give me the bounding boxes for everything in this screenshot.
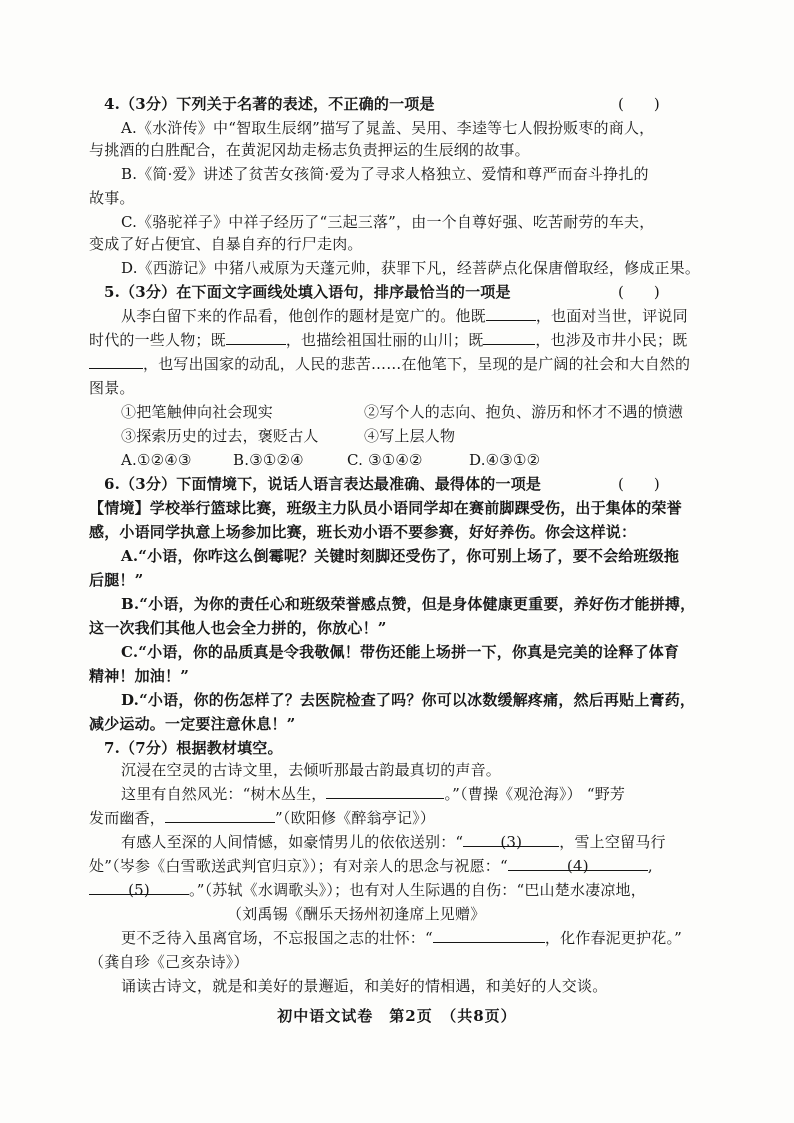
q5-sentence-3: ③探索历史的过去，褒贬古人: [121, 427, 319, 445]
q7-line-8: 更不乏待入虽离官场，不忘报国之志的壮怀：“ ，化作春泥更护花。”: [121, 929, 683, 947]
q7-blank-2[interactable]: [165, 808, 275, 823]
q7-blank-4[interactable]: (4): [508, 856, 648, 871]
q6-option-c-cont: 精神！加油！”: [89, 667, 190, 685]
q5-blank-4[interactable]: [89, 354, 143, 369]
q6-option-c: C.“小语，你的品质真是令我敬佩！带伤还能上场拼一下，你真是完美的诠释了体育: [121, 643, 680, 661]
q7-blank-3[interactable]: (3): [463, 832, 559, 847]
q6-option-b-cont: 这一次我们其他人也会全力拼的，你放心！”: [89, 619, 387, 637]
q4-option-a-cont: 与挑酒的白胜配合，在黄泥冈劫走杨志负责押运的生辰纲的故事。: [89, 141, 530, 159]
q7-line-9: （龚自珍《己亥杂诗》）: [89, 953, 249, 971]
q5-sentence-1: ①把笔触伸向社会现实: [121, 403, 274, 421]
q4-answer-paren: ( ): [618, 95, 660, 113]
q4-option-c-cont: 变成了好占便宜、自暴自弃的行尸走肉。: [89, 235, 363, 253]
q6-option-a-cont: 后腿！”: [89, 571, 144, 589]
q6-option-d: D.“小语，你的伤怎样了？去医院检查了吗？你可以冰数缓解疼痛，然后再贴上膏药，: [121, 691, 696, 709]
q5-passage-line-4: 图景。: [89, 379, 135, 397]
q7-closing: 诵读古诗文，就是和美好的景邂逅，和美好的情相遇，和美好的人交谈。: [121, 977, 608, 995]
q5-passage-line-1: 从李白留下来的作品看，他创作的题材是宽广的。他既 ，也面对当世，评说同: [121, 307, 688, 325]
q7-line-3: 发而幽香， ”（欧阳修《醉翁亭记》）: [89, 809, 436, 827]
q7-line-4: 有感人至深的人间情憾，如豪情男儿的依依送别：“ (3) ，雪上空留马行: [121, 833, 666, 851]
q4-title: 4.（3分）下列关于名著的表述，不正确的一项是: [104, 95, 435, 113]
q4-option-b: B.《简·爱》讲述了贫苦女孩简·爱为了寻求人格独立、爱情和尊严而奋斗挣扎的: [121, 165, 649, 183]
q5-choice-a: A.①②④③: [121, 451, 192, 469]
q5-choice-b: B.③①②④: [233, 451, 304, 469]
q7-line-2: 这里有自然风光：“树木丛生， 。”（曹操《观沧海》） “野芳: [121, 785, 626, 803]
q5-passage-line-2: 时代的一些人物；既 ，也描绘祖国壮丽的山川；既 ，也涉及市井小民；既: [89, 331, 688, 349]
q6-situation: 【情境】学校举行篮球比赛，班级主力队员小语同学却在赛前脚踝受伤，出于集体的荣誉: [89, 499, 682, 517]
q7-line-7: （刘禹锡《酬乐天扬州初逢席上见赠》: [227, 905, 486, 923]
q5-sentence-2: ②写个人的志向、抱负、游历和怀才不遇的愤懑: [364, 403, 684, 421]
q7-title: 7.（7分）根据教材填空。: [104, 739, 283, 757]
q5-answer-paren: ( ): [618, 283, 660, 301]
q6-option-b: B.“小语，为你的责任心和班级荣誉感点赞，但是身体健康更重要，养好伤才能拼搏，: [121, 595, 696, 613]
q5-blank-1[interactable]: [486, 306, 536, 321]
q7-line-6: (5) 。”（苏轼《水调歌头》）；也有对人生际遇的自伤：“巴山楚水凄凉地，: [89, 880, 646, 900]
q4-option-a: A.《水浒传》中“智取生辰纲”描写了晁盖、吴用、李逵等七人假扮贩枣的商人，: [121, 119, 655, 137]
q7-intro: 沉浸在空灵的古诗文里，去倾听那最古韵最真切的声音。: [121, 761, 502, 779]
q5-title: 5.（3分）在下面文字画线处填入语句，排序最恰当的一项是: [104, 283, 511, 301]
q5-sentence-4: ④写上层人物: [364, 427, 456, 445]
q5-choice-d: D.④③①②: [469, 451, 541, 469]
q5-blank-3[interactable]: [483, 330, 535, 345]
q5-passage-line-3: ，也写出国家的动乱，人民的悲苦……在他笔下，呈现的是广阔的社会和大自然的: [89, 354, 690, 374]
q6-option-a: A.“小语，你咋这么倒霉呢？关键时刻脚还受伤了，你可别上场了，要不会给班级拖: [121, 547, 680, 565]
q6-option-d-cont: 减少运动。一定要注意休息！”: [89, 715, 296, 733]
q6-title: 6.（3分）下面情境下，说话人语言表达最准确、最得体的一项是: [104, 475, 542, 493]
q5-blank-2[interactable]: [226, 330, 286, 345]
q6-situation-cont: 感，小语同学执意上场参加比赛，班长劝小语不要参赛，好好养伤。你会这样说：: [89, 523, 637, 541]
q5-choice-c: C. ③①④②: [347, 451, 423, 469]
q7-line-5: 处”（岑参《白雪歌送武判官归京》）；有对亲人的思念与祝愿：“ (4) ,: [89, 857, 653, 875]
q4-option-c: C.《骆驼祥子》中祥子经历了“三起三落”，由一个自尊好强、吃苦耐劳的车夫，: [121, 213, 655, 231]
q7-blank-5[interactable]: (5): [89, 880, 189, 895]
page-footer: 初中语文试卷 第2页 （共8页）: [277, 1007, 517, 1025]
q6-answer-paren: ( ): [618, 475, 660, 493]
q4-option-b-cont: 故事。: [89, 189, 135, 207]
q7-blank-6[interactable]: [433, 928, 545, 943]
q7-blank-1[interactable]: [326, 784, 444, 799]
q4-option-d: D.《西游记》中猪八戒原为天蓬元帅，获罪下凡，经菩萨点化保唐僧取经，修成正果。: [121, 259, 701, 277]
